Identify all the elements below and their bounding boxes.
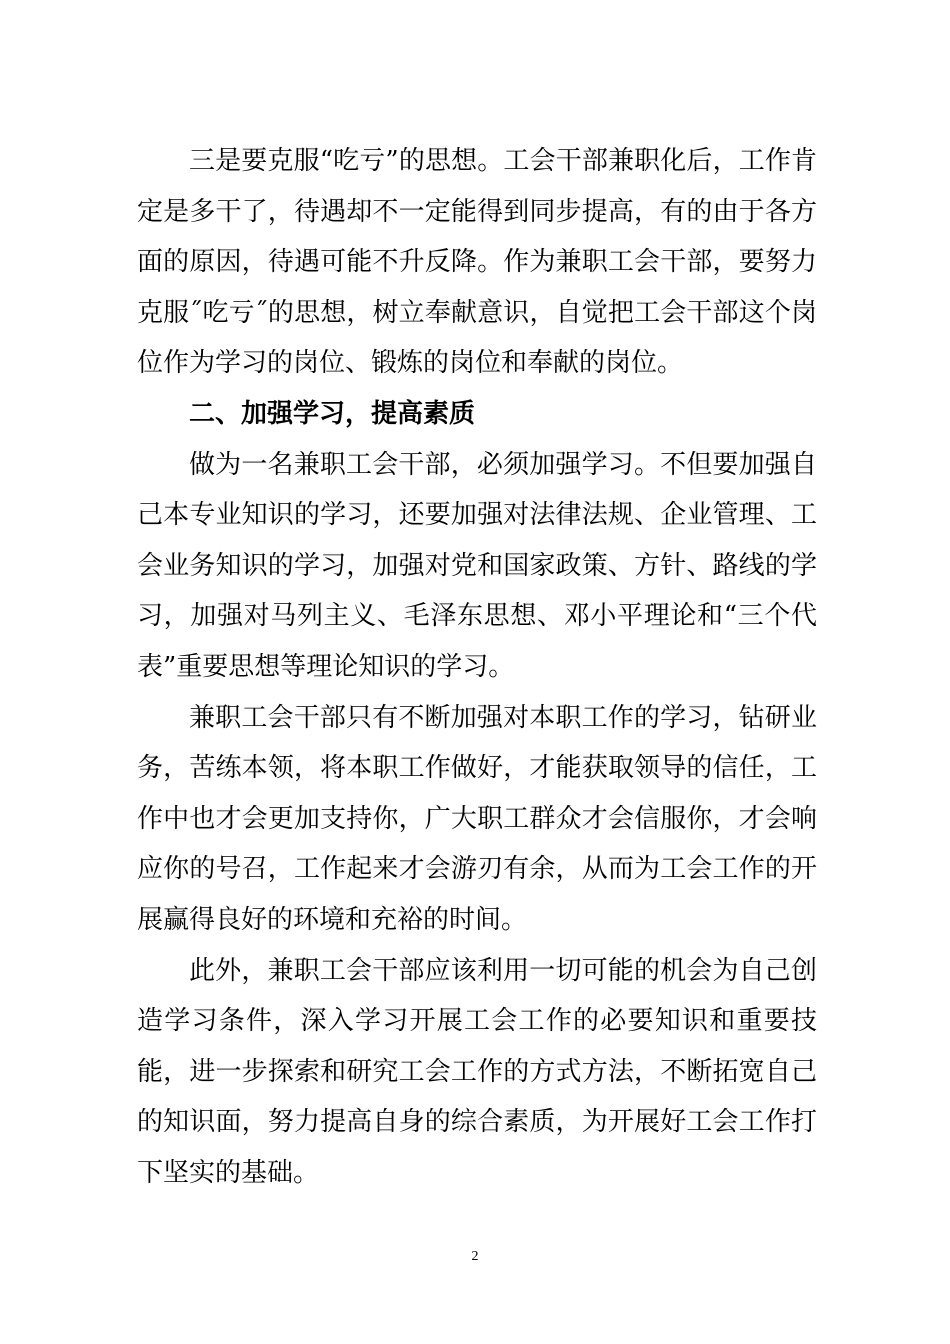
paragraph-must-study: 做为一名兼职工会干部，必须加强学习。不但要加强自己本专业知识的学习，还要加强对法律法规、企业管理、工会业务知识的学习，加强对党和国家政策、方针、路线的学习，加强对马列主义、毛泽东思想、邓小平理论和“三个代表”重要思想等理论知识的学习。	[137, 449, 817, 682]
paragraph-study-own-work: 兼职工会干部只有不断加强对本职工作的学习，钻研业务，苦练本领，将本职工作做好，才能获取领导的信任，工作中也才会更加支持你，广大职工群众才会信服你，才会响应你的号召，工作起来才会游刃有余，从而为工会工作的开展赢得良好的环境和充裕的时间。	[137, 702, 817, 935]
paragraph-create-study-conditions: 此外，兼职工会干部应该利用一切可能的机会为自己创造学习条件，深入学习开展工会工作的必要知识和重要技能，进一步探索和研究工会工作的方式方法，不断拓宽自己的知识面，努力提高自身的综合素质，为开展好工会工作打下坚实的基础。	[137, 955, 817, 1188]
document-body	[137, 136, 817, 1198]
paragraph-overcome-loss-mindset: 三是要克服“吃亏”的思想。工会干部兼职化后，工作肯定是多干了，待遇却不一定能得到同步提高，有的由于各方面的原因，待遇可能不升反降。作为兼职工会干部，要努力克服˝吃亏˝的思想，树立奉献意识，自觉把工会干部这个岗位作为学习的岗位、锻炼的岗位和奉献的岗位。	[137, 146, 817, 379]
section-heading-study: 二、加强学习，提高素质	[189, 398, 476, 429]
page-number: 2	[471, 1249, 479, 1264]
